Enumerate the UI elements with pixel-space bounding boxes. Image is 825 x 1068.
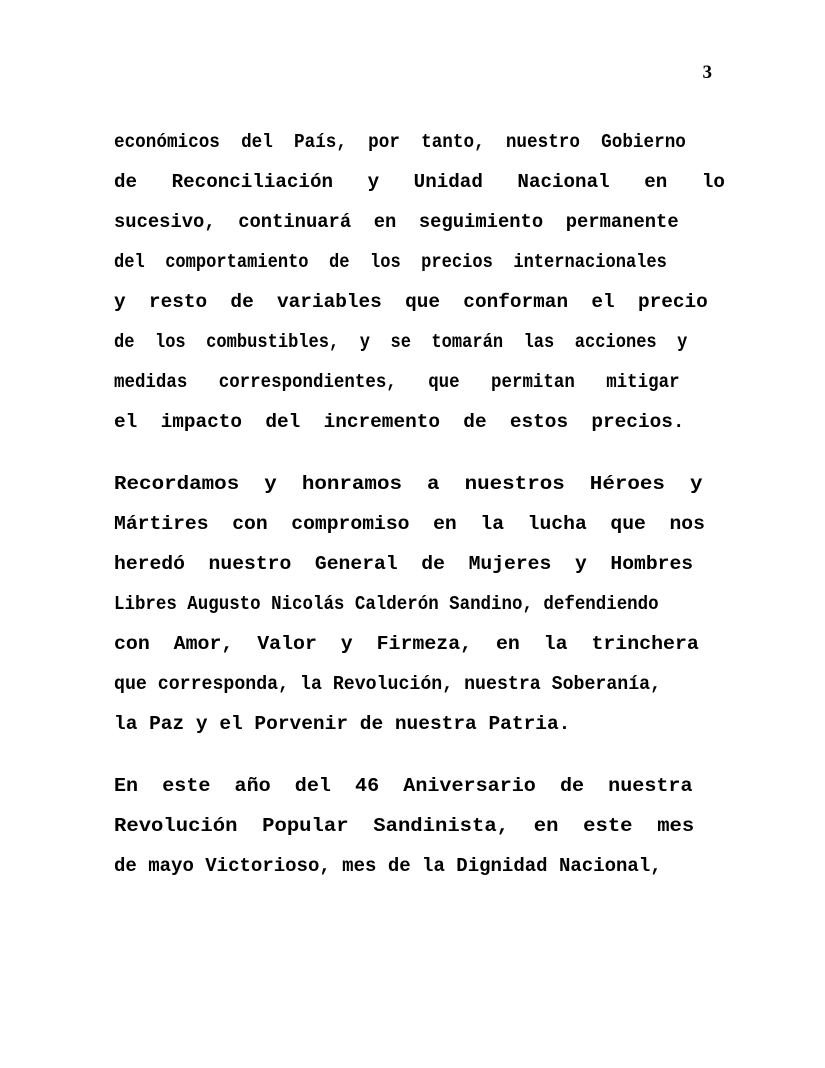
text-line	[114, 242, 712, 282]
text-line-content: que corresponda, la Revolución, nuestra Soberanía,	[114, 673, 662, 695]
text-line-content: del comportamiento de los precios internacionales	[114, 251, 667, 273]
text-line-content: sucesivo, continuará en seguimiento permanente	[114, 211, 679, 233]
text-line-content: con Amor, Valor y Firmeza, en la trinchera	[114, 633, 699, 655]
text-line	[114, 846, 712, 886]
text-line	[114, 282, 712, 322]
text-line-content: la Paz y el Porvenir de nuestra Patria.	[114, 713, 571, 735]
text-line-content: de los combustibles, y se tomarán las acciones y	[114, 331, 688, 353]
text-line	[114, 464, 712, 504]
text-line-content: de mayo Victorioso, mes de la Dignidad Nacional,	[114, 855, 662, 877]
paragraph	[114, 766, 712, 886]
text-line	[114, 806, 712, 846]
text-line-content: medidas correspondientes, que permitan mitigar	[114, 371, 680, 393]
text-line	[114, 664, 712, 704]
text-line	[114, 122, 712, 162]
text-line-content: En este año del 46 Aniversario de nuestra	[114, 775, 693, 797]
text-line-content: Revolución Popular Sandinista, en este mes	[114, 815, 695, 837]
paragraph	[114, 464, 712, 744]
text-line	[114, 766, 712, 806]
text-line-content: Libres Augusto Nicolás Calderón Sandino, defendiendo	[114, 593, 659, 615]
text-line	[114, 544, 712, 584]
text-line	[114, 624, 712, 664]
text-line	[114, 504, 712, 544]
text-line-content: Recordamos y honramos a nuestros Héroes y	[114, 473, 703, 495]
text-line	[114, 202, 712, 242]
paragraph	[114, 122, 725, 442]
text-line	[114, 362, 712, 402]
text-line-content: y resto de variables que conforman el precio	[114, 291, 708, 313]
text-line	[114, 162, 725, 202]
text-line	[114, 322, 712, 362]
text-line	[114, 704, 712, 744]
text-line-content: el impacto del incremento de estos precios.	[114, 411, 685, 433]
text-line-content: económicos del País, por tanto, nuestro Gobierno	[114, 131, 686, 153]
text-line-content: heredó nuestro General de Mujeres y Hombres	[114, 553, 694, 575]
text-line	[114, 584, 712, 624]
text-line-content: Mártires con compromiso en la lucha que nos	[114, 513, 705, 535]
text-line	[114, 402, 712, 442]
text-line-content: de Reconciliación y Unidad Nacional en lo	[114, 171, 725, 193]
page-number: 3	[702, 62, 712, 83]
document-body	[114, 122, 725, 886]
